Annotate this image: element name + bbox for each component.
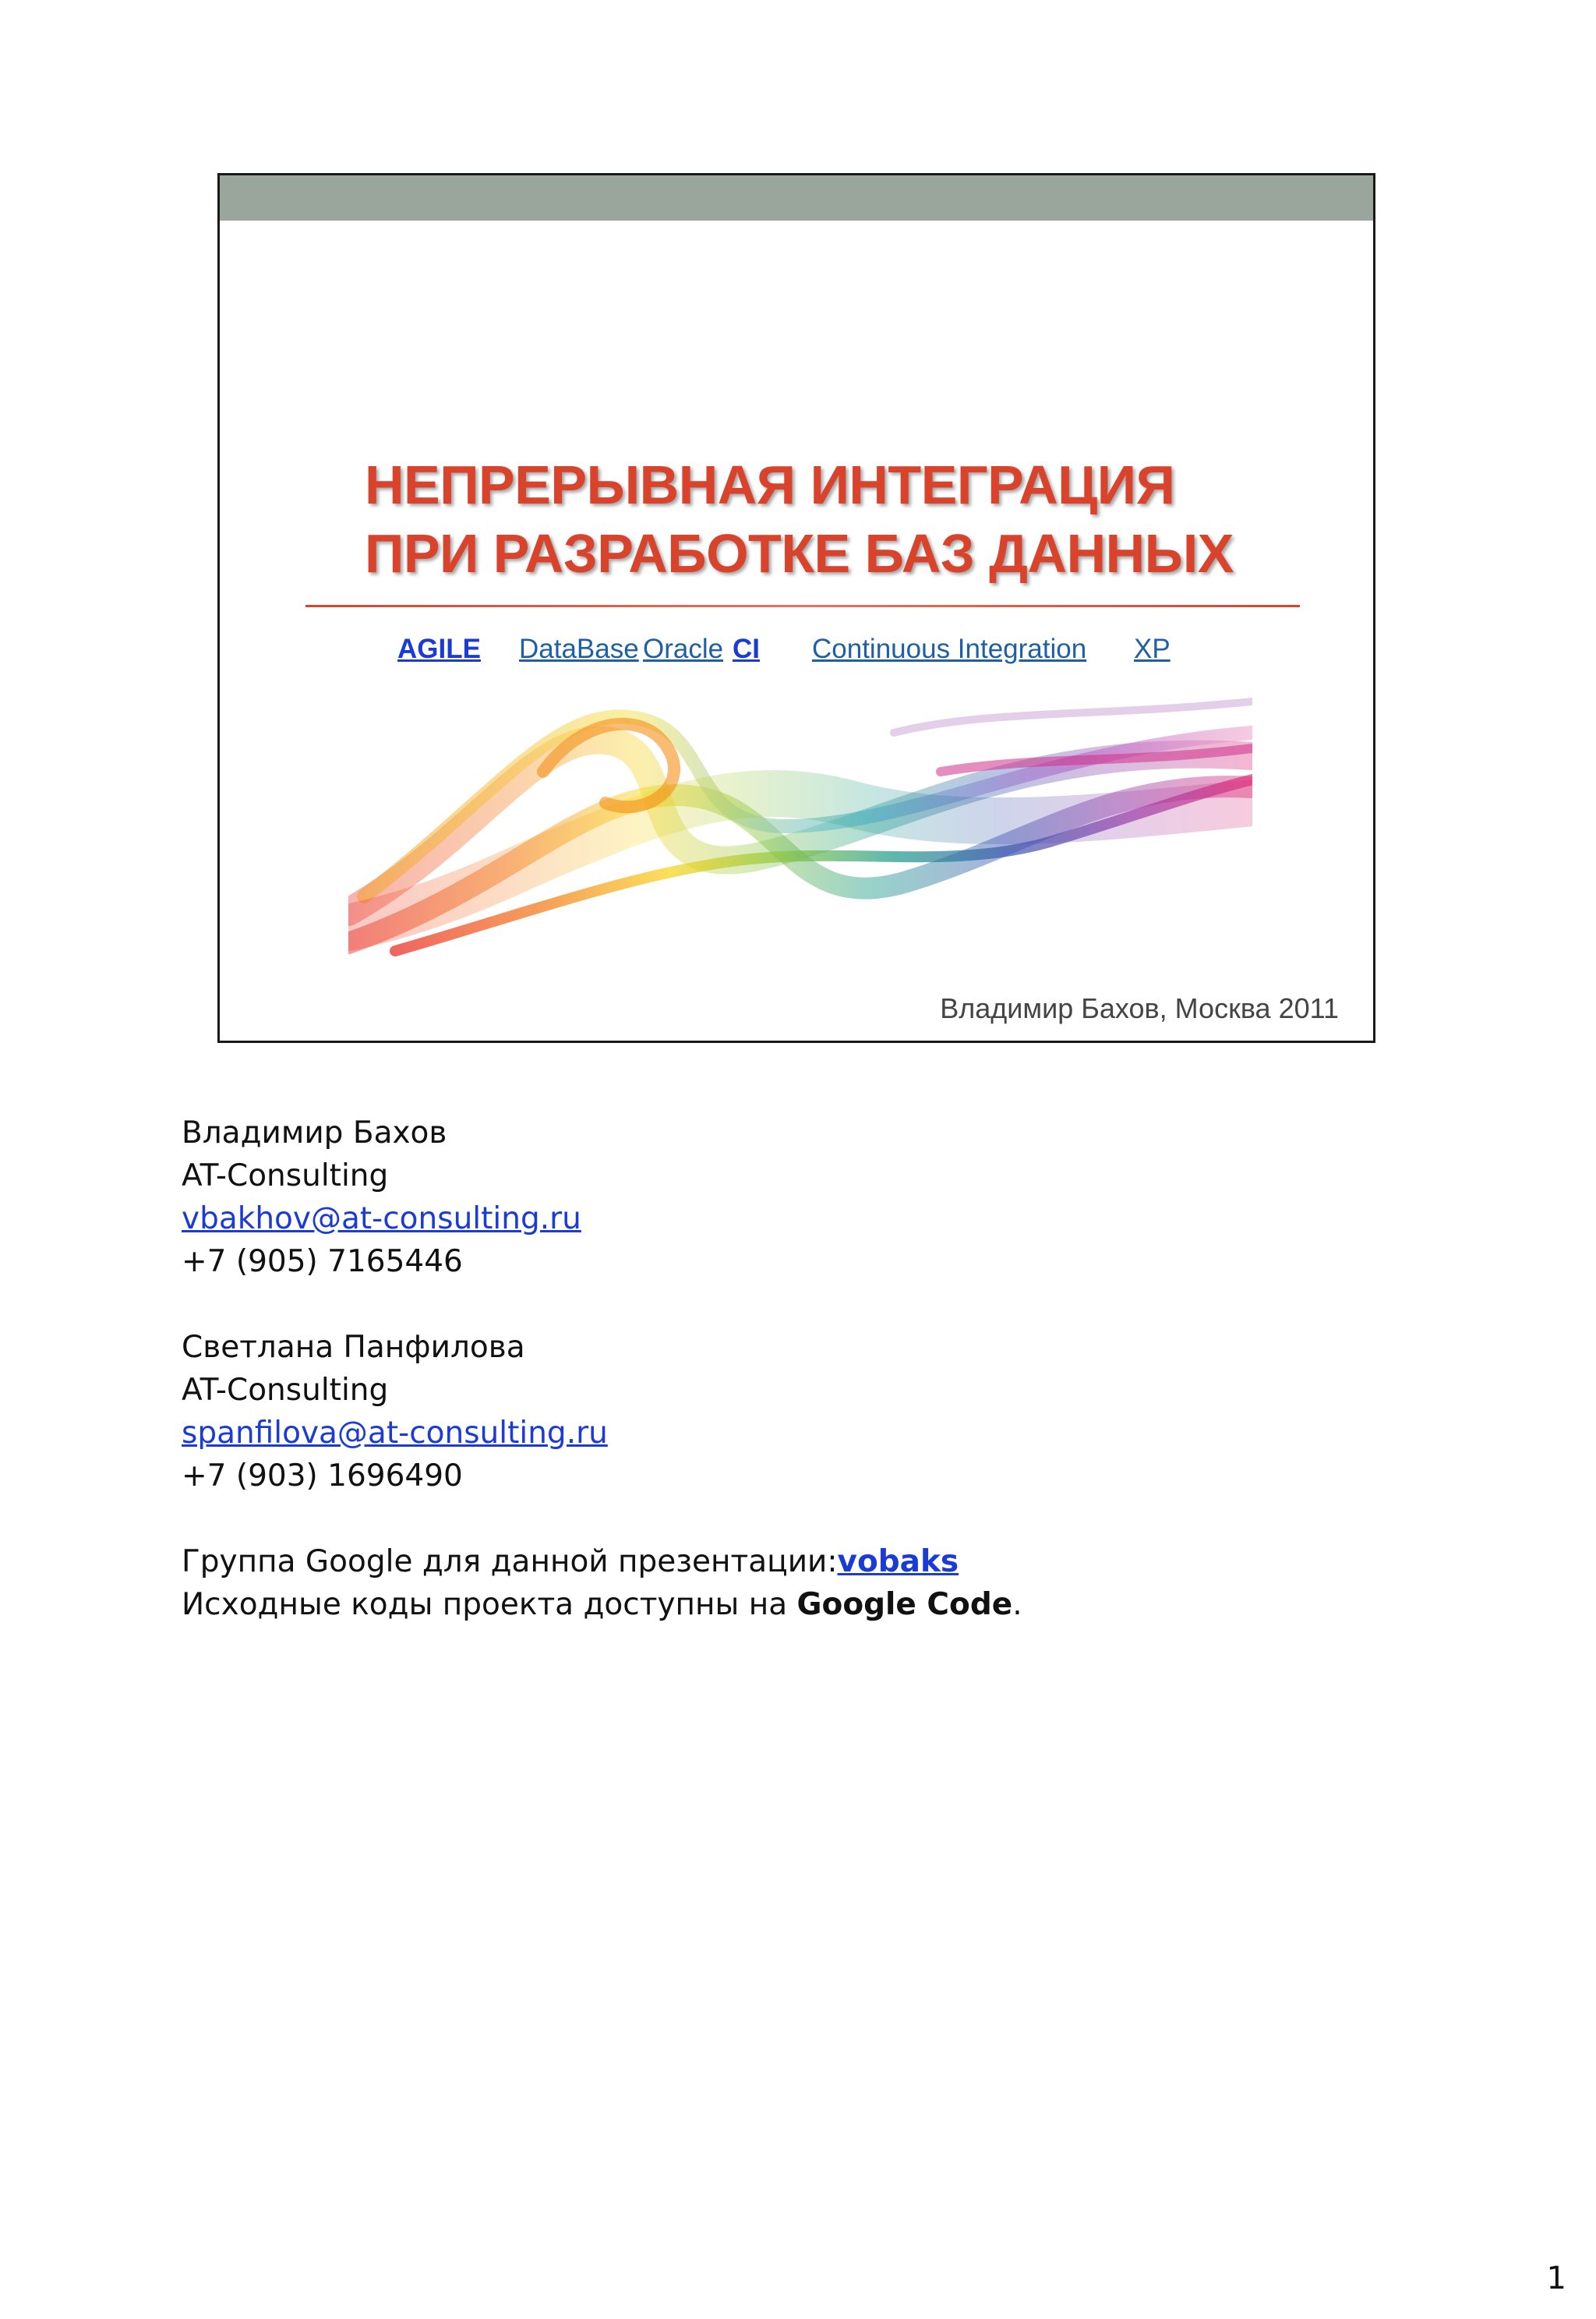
contact-1-phone: +7 (905) 7165446 [182, 1244, 463, 1279]
google-code-label: Google Code [796, 1587, 1013, 1622]
title-divider [305, 605, 1300, 607]
source-code-text: Исходные коды проекта доступны на [182, 1587, 797, 1622]
tag-continuous-integration-link[interactable]: Continuous Integration [812, 634, 1087, 664]
contact-2-company: AT-Consulting [182, 1373, 389, 1408]
rainbow-swirl-image [348, 686, 1252, 959]
page-number: 1 [1546, 2261, 1566, 2296]
slide-author-line: Владимир Бахов, Москва 2011 [940, 992, 1339, 1024]
contact-2-phone: +7 (903) 1696490 [182, 1458, 463, 1494]
contact-1-name: Владимир Бахов [182, 1115, 447, 1151]
contact-1-company: AT-Consulting [182, 1158, 389, 1193]
slide-thumbnail [217, 173, 1375, 1043]
tag-ci-link[interactable]: CI [733, 634, 760, 664]
google-group-text: Группа Google для данной презентации: [182, 1544, 838, 1579]
tag-agile-link[interactable]: AGILE [397, 634, 481, 664]
contact-2-name: Светлана Панфилова [182, 1330, 525, 1365]
source-code-line [182, 1583, 1022, 1626]
tag-oracle-link[interactable]: Oracle [643, 634, 724, 664]
slide-title-line-2: ПРИ РАЗРАБОТКЕ БАЗ ДАННЫХ [365, 523, 1234, 584]
google-group-link[interactable]: vobaks [837, 1544, 959, 1579]
tag-database-link[interactable]: DataBase [519, 634, 639, 664]
contact-1-email-link[interactable]: vbakhov@at-consulting.ru [182, 1201, 581, 1236]
tag-xp-link[interactable]: XP [1134, 634, 1171, 664]
slide-title-line-1: НЕПРЕРЫВНАЯ ИНТЕГРАЦИЯ [365, 454, 1175, 515]
contact-2-email-link[interactable]: spanfilova@at-consulting.ru [182, 1416, 608, 1451]
slide-top-bar [220, 175, 1373, 221]
google-group-line [182, 1540, 1022, 1583]
speaker-notes [182, 1112, 1022, 1626]
source-code-period: . [1012, 1587, 1022, 1622]
